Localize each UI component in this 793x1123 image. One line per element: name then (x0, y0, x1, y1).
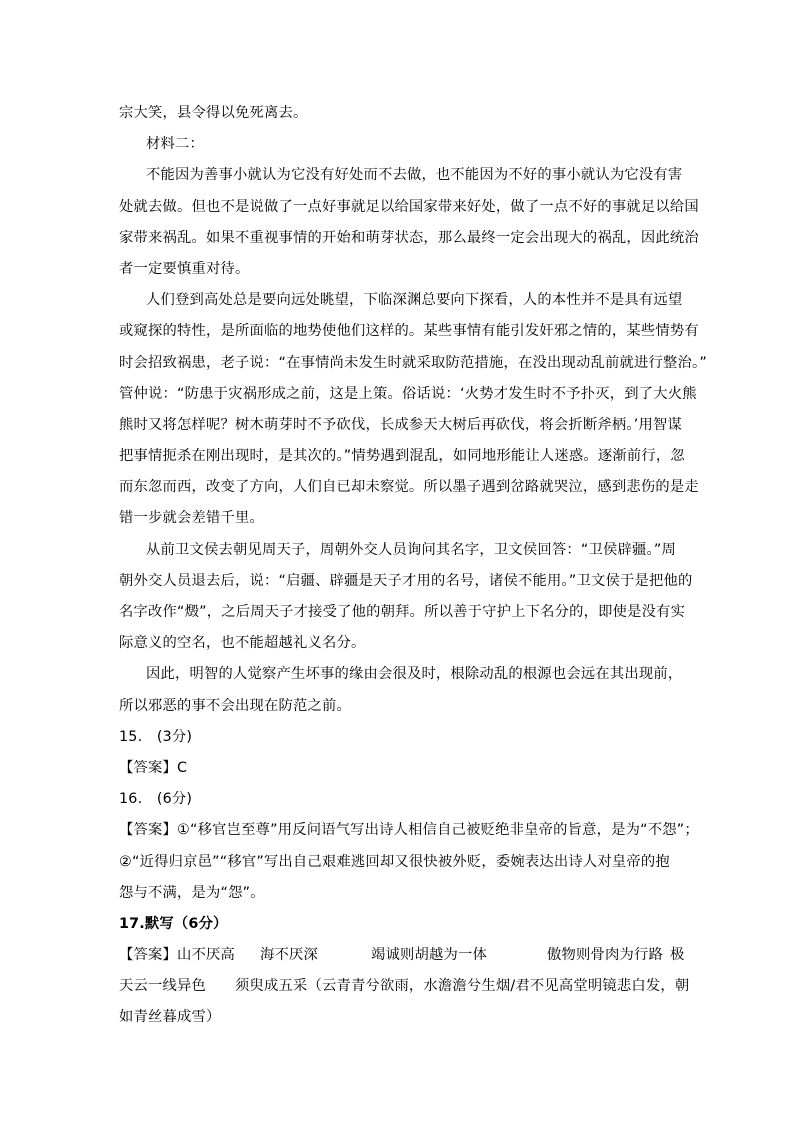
material-heading: 材料二： (146, 136, 204, 153)
text-line: 管仲说：“防患于灾祸形成之前，这是上策。俗话说：‘火势才发生时不予扑灭，到了大火熊 (119, 385, 697, 402)
text-line: 宗大笑，县令得以免死离去。 (119, 105, 308, 121)
question-15-label: 15. (3分) (119, 728, 193, 745)
document-page (119, 98, 707, 1034)
text-line: 家带来祸乱。如果不重视事情的开始和萌芽状态，那么最终一定会出现大的祸乱，因此统治 (119, 229, 699, 246)
question-16-answer-line: 【答案】①“移官岂至尊”用反问语气写出诗人相信自己被贬绝非皇帝的旨意，是为“不怨”； (119, 822, 699, 839)
text-line: 错一步就会差错千里。 (119, 510, 264, 527)
text-line: 者一定要慎重对待。 (119, 260, 250, 277)
answer-blank: 【答案】山不厌高 (119, 947, 235, 964)
question-17-label: 17.默写（6分） (119, 915, 228, 932)
question-17-answer-line (119, 940, 689, 971)
text-line: 因此，明智的人觉察产生坏事的缘由会很及时，根除动乱的根源也会远在其出现前， (146, 666, 683, 683)
answer-blank: 傲物则骨肉为行路 (547, 947, 663, 964)
text-line: 把事情扼杀在刚出现时，是其次的。”情势遇到混乱，如同地形能让人迷惑。逐渐前行，忽 (119, 448, 685, 465)
answer-blank: 竭诚则胡越为一体 (371, 947, 487, 964)
text-line: 际意义的空名，也不能超越礼义名分。 (119, 635, 366, 652)
question-16-answer-line: ②“近得归京邑”“移官”写出自己艰难逃回却又很快被外贬，委婉表达出诗人对皇帝的抱 (119, 853, 670, 870)
answer-blank: 海不厌深 (260, 947, 318, 964)
question-17-answer-line: 如青丝暮成雪） (119, 1009, 221, 1026)
text-line: 时会招致祸患，老子说：“在事情尚未发生时就采取防范措施，在没出现动乱前就进行整治。” (119, 354, 707, 371)
text-line: 朝外交人员退去后，说：“启疆、辟疆是天子才用的名号，诸侯不能用。”卫文侯于是把他的 (119, 572, 693, 589)
question-16-label: 16. (6分) (119, 791, 193, 808)
question-15-answer: 【答案】C (119, 759, 188, 776)
text-line: 从前卫文侯去朝见周天子，周朝外交人员询问其名字，卫文侯回答：“卫侯辟疆。”周 (146, 541, 676, 558)
text-line: 名字改作“燬”，之后周天子才接受了他的朝拜。所以善于守护上下名分的，即使是没有实 (119, 604, 686, 620)
text-line: 或窥探的特性，是所面临的地势使他们这样的。某些事情有能引发奸邪之情的，某些情势有 (119, 323, 699, 340)
text-line: 熊时又将怎样呢？树木萌芽时不予砍伐，长成参天大树后再砍伐，将会折断斧柄。’用智谋 (119, 416, 682, 433)
text-line: 人们登到高处总是要向远处眺望，下临深渊总要向下探看，人的本性并不是具有远望 (146, 292, 683, 309)
answer-blank: 极 (670, 947, 685, 964)
text-line: 而东忽而西，改变了方向，人们自已却未察觉。所以墨子遇到岔路就哭泣，感到悲伤的是走 (119, 479, 699, 496)
text-line: 所以邪恶的事不会出现在防范之前。 (119, 697, 351, 714)
question-17-answer-line: 天云一线异色 须臾成五采（云青青兮欲雨，水澹澹兮生烟/君不见高堂明镜悲白发，朝 (119, 978, 690, 995)
question-16-answer-line: 怨与不满，是为“怨”。 (119, 884, 265, 901)
text-line: 不能因为善事小就认为它没有好处而不去做，也不能因为不好的事小就认为它没有害 (146, 167, 683, 184)
text-line: 处就去做。但也不是说做了一点好事就足以给国家带来好处，做了一点不好的事就足以给国 (119, 198, 699, 215)
